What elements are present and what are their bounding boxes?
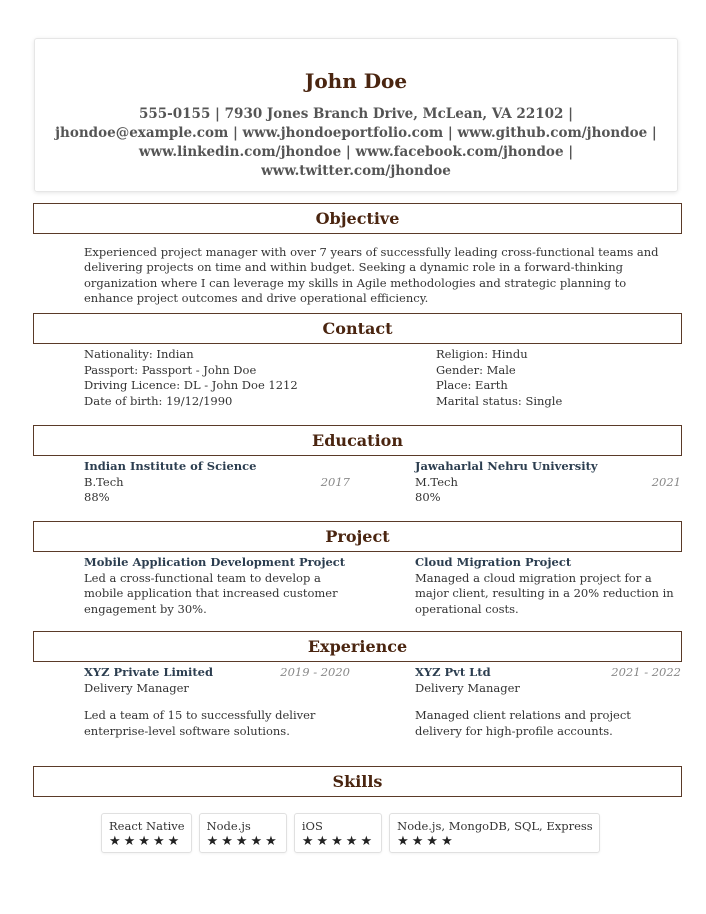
- education-degree-row: [415, 475, 681, 491]
- education-institution: Jawaharlal Nehru University: [415, 459, 598, 473]
- section-title-contact: Contact: [33, 313, 682, 344]
- education-item: [84, 459, 350, 506]
- education-degree: B.Tech: [84, 474, 124, 489]
- experience-company: XYZ Private Limited: [84, 665, 214, 679]
- header-card: [34, 38, 678, 192]
- contact-gender: Gender: Male: [436, 362, 516, 377]
- education-year: 2021: [651, 474, 681, 489]
- contact-passport: Passport: Passport - John Doe: [84, 362, 257, 377]
- contact-driving-licence: Driving Licence: DL - John Doe 1212: [84, 378, 298, 392]
- education-degree-row: [84, 475, 350, 491]
- skill-name: Node.js, MongoDB, SQL, Express: [397, 819, 593, 833]
- skill-name: Node.js: [206, 819, 251, 833]
- experience-header-row: [415, 665, 681, 681]
- section-title-project: Project: [33, 521, 682, 552]
- project-name: Cloud Migration Project: [415, 555, 572, 569]
- experience-dates: 2019 - 2020: [280, 665, 350, 679]
- education-institution: Indian Institute of Science: [84, 459, 257, 473]
- contact-religion: Religion: Hindu: [436, 347, 528, 361]
- contact-date-of-birth: Date of birth: 19/12/1990: [84, 393, 233, 408]
- project-description: Managed a cloud migration project for a major client, resulting in a 20% reduction in operational costs.: [415, 570, 674, 616]
- skill-card: [101, 813, 192, 853]
- skill-card: [294, 813, 382, 853]
- section-title-skills: Skills: [33, 766, 682, 797]
- contact-nationality: Nationality: Indian: [84, 347, 194, 361]
- contact-marital-status: Marital status: Single: [436, 393, 563, 408]
- experience-role: Delivery Manager: [84, 680, 189, 695]
- section-title-objective: Objective: [33, 203, 682, 234]
- skill-rating-stars: ★★★★: [397, 834, 456, 849]
- experience-header-row: [84, 665, 350, 681]
- contact-left-list: [84, 347, 298, 409]
- education-item: [415, 459, 681, 506]
- project-item: [415, 555, 681, 617]
- education-degree: M.Tech: [415, 474, 458, 489]
- experience-dates: 2021 - 2022: [611, 665, 681, 679]
- project-item: [84, 555, 350, 617]
- objective-text: Experienced project manager with over 7 years of successfully leading cross-functional teams and delivering projects on time and within budget. Seeking a dynamic role in a forward-thinking organization where I can leverage my skills in Agile methodologies and strategic planning to enhance project outcomes and drive operational efficiency.: [84, 245, 659, 305]
- contact-right-list: [436, 347, 562, 409]
- experience-item: [415, 665, 681, 739]
- education-score: 88%: [84, 490, 110, 504]
- experience-role: Delivery Manager: [415, 680, 520, 695]
- project-description: Led a cross-functional team to develop a mobile application that increased customer engagement by 30%.: [84, 570, 338, 616]
- candidate-name: John Doe: [304, 69, 408, 93]
- skill-rating-stars: ★★★★★: [206, 834, 280, 849]
- skills-list: [101, 813, 600, 853]
- section-title-education: Education: [33, 425, 682, 456]
- contact-links: 555-0155 | 7930 Jones Branch Drive, McLean, VA 22102 | jhondoe@example.com | www.jhondoeportfolio.com | www.github.com/jhondoe | www.linkedin.com/jhondoe | www.facebook.com/jhondoe | www.twitter.com/jhondoe: [55, 106, 657, 179]
- experience-description: Led a team of 15 to successfully deliver enterprise-level software solutions.: [84, 708, 316, 738]
- experience-company: XYZ Pvt Ltd: [415, 665, 491, 679]
- contact-place: Place: Earth: [436, 378, 508, 392]
- skill-card: [199, 813, 287, 853]
- skill-rating-stars: ★★★★★: [109, 834, 183, 849]
- section-title-experience: Experience: [33, 631, 682, 662]
- skill-card: [389, 813, 600, 853]
- experience-item: [84, 665, 350, 739]
- project-name: Mobile Application Development Project: [84, 555, 346, 569]
- experience-description: Managed client relations and project delivery for high-profile accounts.: [415, 708, 631, 738]
- skill-rating-stars: ★★★★★: [301, 834, 376, 849]
- education-year: 2017: [320, 474, 350, 489]
- skill-name: React Native: [109, 819, 185, 833]
- skill-name: iOS: [301, 819, 323, 833]
- education-score: 80%: [415, 490, 441, 504]
